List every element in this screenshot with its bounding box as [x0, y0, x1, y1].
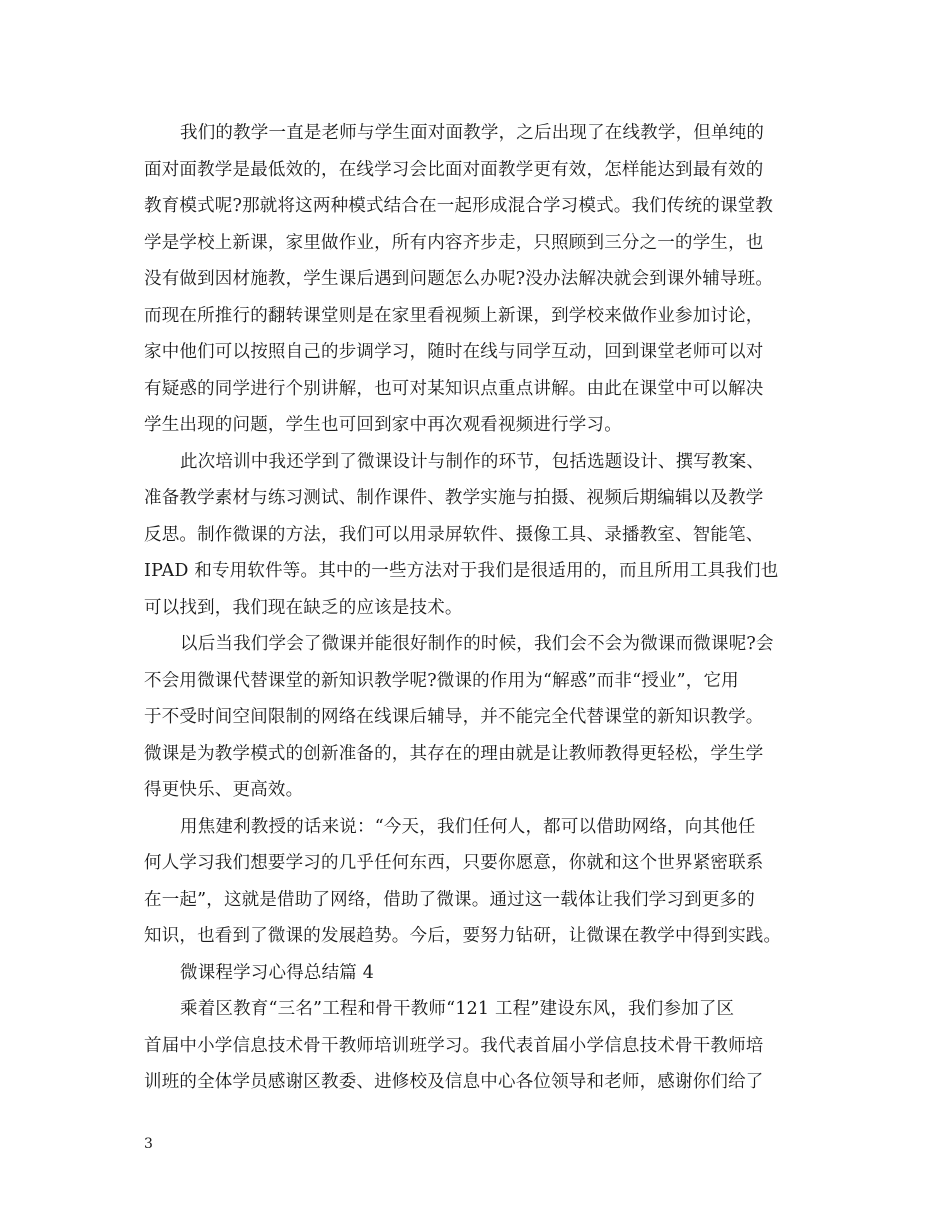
text-line: 此次培训中我还学到了微课设计与制作的环节，包括选题设计、撰写教案、 [180, 451, 765, 472]
text-line: 面对面教学是最低效的，在线学习会比面对面教学更有效，怎样能达到最有效的 [144, 159, 764, 180]
text-line: 没有做到因材施教，学生课后遇到问题怎么办呢?没办法解决就会到课外辅导班。 [144, 269, 774, 289]
text-line: 我们的教学一直是老师与学生面对面教学，之后出现了在线教学，但单纯的 [180, 123, 765, 143]
text-line: 于不受时间空间限制的网络在线课后辅导，并不能完全代替课堂的新知识教学。 [144, 707, 764, 727]
text-line: 乘着区教育“三名”工程和骨干教师“121 工程”建设东风，我们参加了区 [180, 999, 735, 1019]
text-line: 准备教学素材与练习测试、制作课件、教学实施与拍摄、视频后期编辑以及教学 [144, 488, 764, 508]
text-line: 在一起”，这就是借助了网络，借助了微课。通过这一载体让我们学习到更多的 [144, 889, 755, 910]
text-line: 反思。制作微课的方法，我们可以用录屏软件、摄像工具、录播教室、智能笔、 [144, 524, 764, 545]
text-line: 有疑惑的同学进行个别讲解，也可对某知识点重点讲解。由此在课堂中可以解决 [144, 378, 764, 399]
text-line: 用焦建利教授的话来说：“今天，我们任何人，都可以借助网络，向其他任 [180, 816, 756, 837]
document-body [144, 115, 810, 1101]
page-number: 3 [144, 1136, 153, 1152]
text-line: IPAD 和专用软件等。其中的一些方法对于我们是很适用的，而且所用工具我们也 [144, 561, 779, 581]
text-line: 不会用微课代替课堂的新知识教学呢?微课的作用为“解惑”而非“授业”，它用 [144, 670, 739, 691]
text-line: 以后当我们学会了微课并能很好制作的时候，我们会不会为微课而微课呢?会 [180, 634, 774, 654]
text-line: 知识，也看到了微课的发展趋势。今后，要努力钻研，让微课在教学中得到实践。 [144, 926, 782, 946]
text-line: 首届中小学信息技术骨干教师培训班学习。我代表首届小学信息技术骨干教师培 [144, 1035, 764, 1056]
text-line: 学是学校上新课，家里做作业，所有内容齐步走，只照顾到三分之一的学生，也 [144, 232, 764, 253]
text-line: 得更快乐、更高效。 [144, 780, 304, 800]
section-heading: 微课程学习心得总结篇 4 [180, 962, 375, 983]
text-line: 可以找到，我们现在缺乏的应该是技术。 [144, 597, 463, 618]
text-line: 微课是为教学模式的创新准备的，其存在的理由就是让教师教得更轻松，学生学 [144, 743, 764, 764]
text-line: 学生出现的问题，学生也可回到家中再次观看视频进行学习。 [144, 415, 622, 435]
text-line: 训班的全体学员感谢区教委、进修校及信息中心各位领导和老师，感谢你们给了 [144, 1072, 764, 1092]
text-line: 何人学习我们想要学习的几乎任何东西，只要你愿意，你就和这个世界紧密联系 [144, 853, 764, 873]
text-line: 家中他们可以按照自己的步调学习，随时在线与同学互动，回到课堂老师可以对 [144, 342, 764, 362]
text-line: 而现在所推行的翻转课堂则是在家里看视频上新课，到学校来做作业参加讨论， [144, 305, 764, 326]
text-line: 教育模式呢?那就将这两种模式结合在一起形成混合学习模式。我们传统的课堂教 [144, 196, 774, 216]
